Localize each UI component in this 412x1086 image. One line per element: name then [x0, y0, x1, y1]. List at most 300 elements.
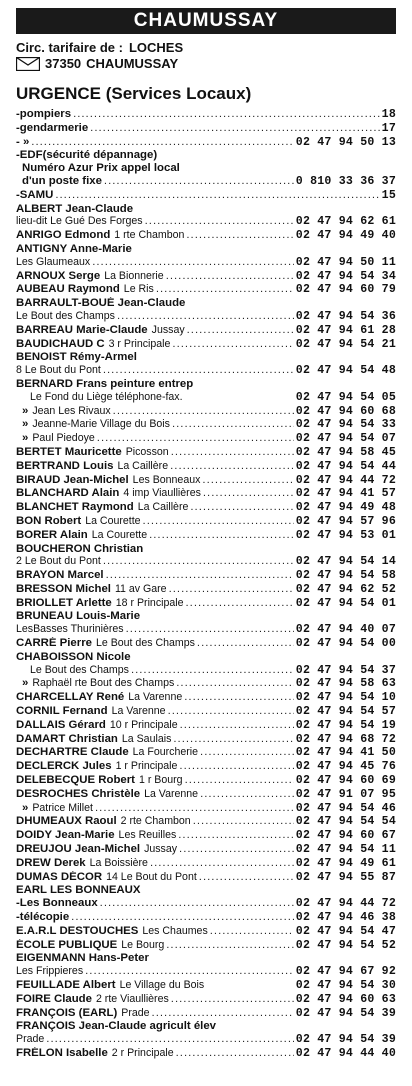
leader-dots [176, 1047, 294, 1060]
directory-entry [16, 418, 396, 432]
entry-phone: 02 47 94 54 07 [295, 432, 396, 446]
entry-name: FRÉLON Isabelle [16, 1046, 108, 1059]
leader-dots [190, 501, 293, 514]
directory-entry [16, 405, 396, 419]
leader-dots [186, 229, 293, 242]
entry-name: -télécopie [16, 911, 70, 924]
entry-address: Prade [16, 1033, 45, 1046]
directory-entry [16, 802, 396, 816]
leader-dots [170, 460, 294, 473]
directory-entry [16, 555, 396, 569]
directory-entry [16, 136, 396, 150]
entry-phone: 02 47 94 54 30 [295, 979, 396, 992]
directory-entry [16, 829, 396, 843]
directory-entry [16, 446, 396, 460]
entry-name: ANRIGO Edmond [16, 229, 111, 242]
leader-dots [166, 939, 294, 952]
entry-name: ANTIGNY Anne-Marie [16, 242, 132, 255]
entry-address: Les Reuilles [118, 829, 177, 842]
directory-entry [16, 203, 396, 216]
directory-entry [16, 108, 396, 122]
entry-phone: 02 47 94 54 10 [295, 691, 396, 705]
circ-label: Circ. tarifaire de : [16, 40, 123, 55]
entry-name: BRUNEAU Louis-Marie [16, 610, 141, 623]
entry-phone: 02 47 94 54 54 [295, 815, 396, 829]
directory-entry [16, 529, 396, 543]
leader-dots [172, 338, 293, 351]
directory-entry [16, 460, 396, 474]
leader-dots [152, 1007, 294, 1020]
leader-dots [113, 405, 294, 418]
directory-entry [16, 1047, 396, 1061]
entry-name: BRESSON Michel [16, 582, 111, 595]
leader-dots [156, 283, 294, 296]
directory-entry [16, 487, 396, 501]
entry-phone: 02 47 94 54 34 [295, 269, 396, 283]
directory-entry [16, 746, 396, 760]
leader-dots [171, 993, 294, 1006]
entry-address: 8 Le Bout du Pont [16, 364, 101, 377]
entry-phone: 02 47 91 07 95 [295, 787, 396, 801]
entry-name: ÉCOLE PUBLIQUE [16, 938, 118, 951]
entry-address: 4 imp Viaullières [123, 487, 201, 500]
entry-name: » [22, 418, 29, 431]
directory-entry [16, 623, 396, 637]
directory-entry [16, 979, 396, 993]
entry-phone: 02 47 94 54 46 [295, 801, 396, 815]
directory-entry [16, 677, 396, 691]
directory-entry [16, 774, 396, 788]
entry-phone: 02 47 94 58 45 [295, 445, 396, 459]
directory-entry [16, 664, 396, 678]
directory-entry [16, 993, 396, 1007]
entry-name: FRANÇOIS (EARL) [16, 1006, 118, 1019]
directory-entry [16, 911, 396, 925]
leader-dots [46, 1033, 294, 1046]
entry-name: -Les Bonneaux [16, 897, 98, 910]
entry-address: 11 av Gare [114, 582, 167, 595]
entry-address: Raphaël rte Bout des Champs [32, 677, 175, 690]
entry-address: LesBasses Thurinières [16, 623, 124, 636]
entry-address: Patrice Millet [32, 801, 93, 814]
directory-entry [16, 569, 396, 583]
entry-address: Le Ris [123, 283, 154, 296]
entry-name: BERTRAND Louis [16, 459, 114, 472]
entry-name: -SAMU [16, 188, 54, 201]
leader-dots [203, 487, 294, 500]
directory-entry [16, 733, 396, 747]
leader-dots [90, 122, 380, 135]
entry-name: d'un poste fixe [22, 174, 102, 187]
entry-address: Les Glaumeaux [16, 255, 91, 268]
entry-name: CORNIL Fernand [16, 705, 108, 718]
leader-dots [73, 108, 380, 121]
entry-phone: 02 47 94 61 28 [295, 323, 396, 337]
postal-town: CHAUMUSSAY [86, 56, 179, 71]
leader-dots [150, 857, 294, 870]
entry-phone: 02 47 94 54 36 [295, 309, 396, 323]
entry-phone: 02 47 94 46 38 [295, 911, 396, 925]
leader-dots [178, 829, 294, 842]
entry-name: BERNARD Frans peinture entrep [16, 377, 194, 390]
entry-phone: 02 47 94 54 21 [295, 337, 396, 351]
entry-phone: 02 47 94 45 76 [295, 760, 396, 774]
entry-name: DECLERCK Jules [16, 760, 112, 773]
directory-entry [16, 760, 396, 774]
leader-dots [187, 324, 294, 337]
entry-phone: 02 47 94 54 33 [295, 418, 396, 432]
entry-phone: 02 47 94 55 87 [295, 870, 396, 884]
entry-name: » [22, 801, 29, 814]
entry-name: DALLAIS Gérard [16, 718, 106, 731]
entry-address: 10 r Principale [109, 718, 178, 731]
entry-phone: 02 47 94 60 63 [295, 992, 396, 1006]
directory-entry [16, 122, 396, 136]
directory-entry [16, 705, 396, 719]
entry-phone: 02 47 94 54 48 [295, 364, 396, 378]
entry-address: 1 r Principale [115, 760, 178, 773]
directory-entry [16, 501, 396, 515]
entry-address: La Varenne [111, 705, 166, 718]
entry-phone: 02 47 94 54 52 [295, 938, 396, 952]
leader-dots [210, 925, 294, 938]
entry-address: 2 Le Bout du Pont [16, 555, 101, 568]
entry-name: ARNOUX Serge [16, 269, 101, 282]
leader-dots [186, 597, 294, 610]
entry-address: Jeanne-Marie Village du Bois [32, 418, 170, 431]
directory-entry [16, 952, 396, 965]
town-banner [16, 8, 396, 34]
leader-dots [185, 774, 294, 787]
entry-name: -gendarmerie [16, 121, 89, 134]
directory-entry [16, 583, 396, 597]
entry-name: » [22, 432, 29, 445]
directory-entry [16, 597, 396, 611]
entry-name: FEUILLADE Albert [16, 979, 116, 991]
directory-entry [16, 965, 396, 979]
entry-address: La Boissière [89, 856, 148, 869]
directory-entry [16, 310, 396, 324]
leader-dots [169, 583, 294, 596]
leader-dots [202, 474, 293, 487]
entry-address: Jussay [144, 843, 178, 856]
envelope-icon [16, 57, 40, 71]
entry-address: Le Village du Bois [119, 979, 205, 991]
entry-phone: 02 47 94 54 19 [295, 718, 396, 732]
entry-phone: 02 47 94 57 96 [295, 514, 396, 528]
entry-address: Picosson [125, 445, 169, 458]
entry-name: DUMAS DÉCOR [16, 870, 103, 883]
leader-dots [173, 733, 293, 746]
entry-address: 18 r Principale [115, 596, 184, 609]
directory-entry [16, 939, 396, 953]
entry-address: La Caillère [137, 501, 189, 514]
entry-name: BIRAUD Jean-Michel [16, 473, 129, 486]
entry-phone: 18 [381, 108, 396, 121]
entry-name: ALBERT Jean-Claude [16, 202, 134, 215]
entry-name: DREW Derek [16, 856, 86, 869]
entry-phone: 02 47 94 54 39 [295, 1006, 396, 1020]
leader-dots [171, 446, 294, 459]
directory-entry [16, 1007, 396, 1021]
entry-phone: 0 810 33 36 37 [295, 174, 396, 188]
directory-entry [16, 843, 396, 857]
entry-name: BLANCHARD Alain [16, 487, 120, 500]
directory-entry [16, 297, 396, 310]
leader-dots [85, 965, 294, 978]
entry-name: EIGENMANN Hans-Peter [16, 952, 149, 965]
directory-entry [16, 229, 396, 243]
leader-dots [184, 691, 294, 704]
entry-address: Le Fond du Liège téléphone-fax. [30, 390, 183, 403]
entry-name: BRAYON Marcel [16, 569, 104, 582]
entry-address: Jean Les Rivaux [32, 404, 111, 417]
entry-name: BRIOLLET Arlette [16, 596, 112, 609]
leader-dots [55, 189, 379, 202]
leader-dots [71, 911, 294, 924]
entry-name: -pompiers [16, 108, 72, 120]
leader-dots [172, 418, 294, 431]
entry-name: BLANCHET Raymond [16, 501, 134, 514]
entry-name: » [22, 404, 29, 417]
entry-address: 14 Le Bout du Pont [106, 870, 197, 883]
entry-name: - » [16, 135, 30, 148]
leader-dots [97, 432, 294, 445]
entry-address: 1 rte Chambon [114, 229, 185, 242]
directory-entry [16, 351, 396, 364]
entry-address: Le Bout des Champs [95, 637, 195, 650]
entry-name: EARL LES BONNEAUX [16, 884, 141, 897]
entry-address: La Varenne [144, 787, 199, 800]
directory-entry [16, 378, 396, 391]
entry-address: lieu-dit Le Gué Des Forges [16, 215, 143, 228]
directory-entry [16, 719, 396, 733]
leader-dots [199, 871, 294, 884]
leader-dots [200, 746, 294, 759]
directory-entry [16, 884, 396, 897]
leader-dots [106, 569, 294, 582]
entry-address: 3 r Principale [108, 337, 171, 350]
entry-name: BORER Alain [16, 528, 88, 541]
entry-phone: 02 47 94 40 07 [295, 623, 396, 637]
entry-address: La Courette [91, 528, 148, 541]
directory-entry [16, 857, 396, 871]
entry-phone: 02 47 94 60 69 [295, 774, 396, 788]
entry-phone: 02 47 94 54 11 [295, 843, 396, 857]
entry-phone: 02 47 94 60 68 [295, 404, 396, 418]
directory-entry [16, 243, 396, 256]
leader-dots [168, 705, 294, 718]
entry-address: La Caillère [117, 459, 169, 472]
leader-dots [180, 719, 294, 732]
directory-entry [16, 149, 396, 162]
entry-address: 2 rte Chambon [120, 815, 191, 828]
entry-phone: 02 47 94 60 79 [295, 283, 396, 297]
directory-entry [16, 270, 396, 284]
entry-phone: 02 47 94 41 50 [295, 746, 396, 760]
entry-address: Le Bout des Champs [30, 663, 129, 676]
entry-name: BERTET Mauricette [16, 445, 122, 458]
entry-name: DHUMEAUX Raoul [16, 815, 117, 828]
entry-address: Prade [121, 1006, 150, 1019]
entry-phone: 02 47 94 54 57 [295, 705, 396, 719]
leader-dots [126, 623, 294, 636]
entry-address: La Varenne [128, 691, 183, 704]
entry-name: DAMART Christian [16, 732, 118, 745]
entry-phone: 02 47 94 54 58 [295, 569, 396, 583]
directory-entry [16, 543, 396, 556]
entry-name: BARRAULT-BOUÉ Jean-Claude [16, 297, 186, 310]
entry-name: AUBEAU Raymond [16, 283, 120, 296]
entry-name: DREUJOU Jean-Michel [16, 843, 141, 856]
entry-phone: 02 47 94 54 44 [295, 459, 396, 473]
entry-address: La Fourcherie [132, 746, 199, 759]
entry-phone: 02 47 94 44 40 [295, 1046, 396, 1060]
directory-page [0, 8, 412, 1086]
entry-name: FOIRE Claude [16, 992, 92, 1005]
directory-entry [16, 283, 396, 297]
leader-dots [103, 555, 294, 568]
leader-dots [193, 815, 294, 828]
entry-phone: 02 47 94 54 00 [295, 637, 396, 651]
directory-entry [16, 1033, 396, 1047]
leader-dots [143, 515, 294, 528]
town-info [16, 40, 396, 72]
entry-name: Numéro Azur Prix appel local [22, 162, 180, 175]
directory-entry [16, 1020, 396, 1033]
entry-phone: 02 47 94 62 52 [295, 582, 396, 596]
entry-phone: 02 47 94 44 72 [295, 473, 396, 487]
directory-entry [16, 925, 396, 939]
directory-entry [16, 871, 396, 885]
entry-phone: 02 47 94 49 48 [295, 501, 396, 515]
entry-address: 2 rte Viaullières [95, 992, 169, 1005]
leader-dots [145, 215, 294, 228]
leader-dots [197, 637, 294, 650]
entry-phone: 02 47 94 54 14 [295, 555, 396, 569]
directory-entry [16, 788, 396, 802]
entry-address: Les Bonneaux [132, 473, 201, 486]
entry-phone: 02 47 94 54 39 [295, 1033, 396, 1047]
directory-entry [16, 324, 396, 338]
entry-address: 2 r Principale [111, 1046, 174, 1059]
entry-address: Le Bourg [121, 938, 165, 951]
entry-name: CHARCELLAY René [16, 691, 125, 704]
directory-entry [16, 515, 396, 529]
entry-phone: 02 47 94 54 05 [295, 390, 396, 404]
entry-name: FRANÇOIS Jean-Claude agricult élev [16, 1020, 217, 1033]
leader-dots [179, 843, 294, 856]
entry-phone: 02 47 94 54 01 [295, 596, 396, 610]
entry-name: DESROCHES Christèle [16, 787, 141, 800]
entry-name: CARRÉ Pierre [16, 637, 92, 650]
town-title: CHAUMUSSAY [133, 10, 279, 31]
entry-phone: 02 47 94 50 13 [295, 135, 396, 149]
entry-address: La Courette [85, 514, 141, 527]
entry-address: La Bionnerie [104, 269, 164, 282]
entry-phone: 02 47 94 50 11 [295, 255, 396, 269]
directory-entry [16, 215, 396, 229]
entry-phone: 02 47 94 60 67 [295, 829, 396, 843]
directory-entry [16, 189, 396, 203]
directory-entry [16, 338, 396, 352]
leader-dots [166, 270, 294, 283]
entry-name: DELEBECQUE Robert [16, 774, 135, 787]
entry-address: La Saulais [121, 732, 172, 745]
entry-address: Paul Piedoye [32, 432, 95, 445]
leader-dots [104, 175, 294, 188]
entry-name: BENOIST Rémy-Armel [16, 351, 137, 364]
entry-address: Jussay [151, 323, 185, 336]
directory-entry [16, 364, 396, 378]
entry-name: CHABOISSON Nicole [16, 650, 131, 663]
leader-dots [131, 664, 294, 677]
directory-entry [16, 474, 396, 488]
directory-entry [16, 432, 396, 446]
leader-dots [31, 136, 293, 149]
entry-name: BARREAU Marie-Claude [16, 323, 148, 336]
leader-dots [179, 760, 293, 773]
entry-phone: 02 47 94 49 61 [295, 856, 396, 870]
entry-name: -EDF(sécurité dépannage) [16, 149, 158, 162]
entry-phone: 02 47 94 44 72 [295, 897, 396, 911]
directory-entry [16, 175, 396, 189]
entry-phone: 02 47 94 67 92 [295, 965, 396, 979]
entry-address: 1 r Bourg [138, 774, 183, 787]
leader-dots [200, 788, 294, 801]
entry-phone: 15 [381, 188, 396, 202]
entry-phone: 02 47 94 53 01 [295, 528, 396, 542]
leader-dots [100, 897, 294, 910]
postal-line [16, 56, 396, 72]
entry-phone: 02 47 94 54 47 [295, 924, 396, 938]
directory-entry [16, 815, 396, 829]
directory-entry [16, 651, 396, 664]
entry-name: » [22, 677, 29, 690]
postal-code: 37350 [45, 56, 82, 71]
entry-phone: 02 47 94 62 61 [295, 215, 396, 229]
directory-entry [16, 897, 396, 911]
leader-dots [149, 529, 294, 542]
circ-line [16, 40, 396, 56]
leader-dots [92, 256, 294, 269]
entry-name: BON Robert [16, 514, 82, 527]
directory-entry [16, 256, 396, 270]
entry-name: DOIDY Jean-Marie [16, 829, 115, 842]
directory-list [16, 108, 396, 1061]
entry-phone: 02 47 94 54 37 [295, 663, 396, 677]
directory-entry [16, 691, 396, 705]
entry-phone: 17 [381, 121, 396, 135]
leader-dots [95, 802, 294, 815]
leader-dots [176, 677, 294, 690]
leader-dots [117, 310, 294, 323]
entry-name: E.A.R.L DESTOUCHES [16, 924, 139, 937]
entry-name: BAUDICHAUD C [16, 337, 105, 350]
entry-name: BOUCHERON Christian [16, 542, 144, 555]
directory-entry [16, 162, 396, 175]
directory-entry [16, 610, 396, 623]
entry-address: Les Frippieres [16, 965, 84, 978]
entry-name: DECHARTRE Claude [16, 746, 129, 759]
circ-value: LOCHES [128, 40, 184, 55]
directory-entry [16, 637, 396, 651]
entry-phone: 02 47 94 68 72 [295, 732, 396, 746]
entry-phone: 02 47 94 49 40 [295, 229, 396, 243]
entry-address: Le Bout des Champs [16, 309, 115, 322]
entry-phone: 02 47 94 58 63 [295, 677, 396, 691]
section-title: URGENCE (Services Locaux) [16, 84, 252, 103]
